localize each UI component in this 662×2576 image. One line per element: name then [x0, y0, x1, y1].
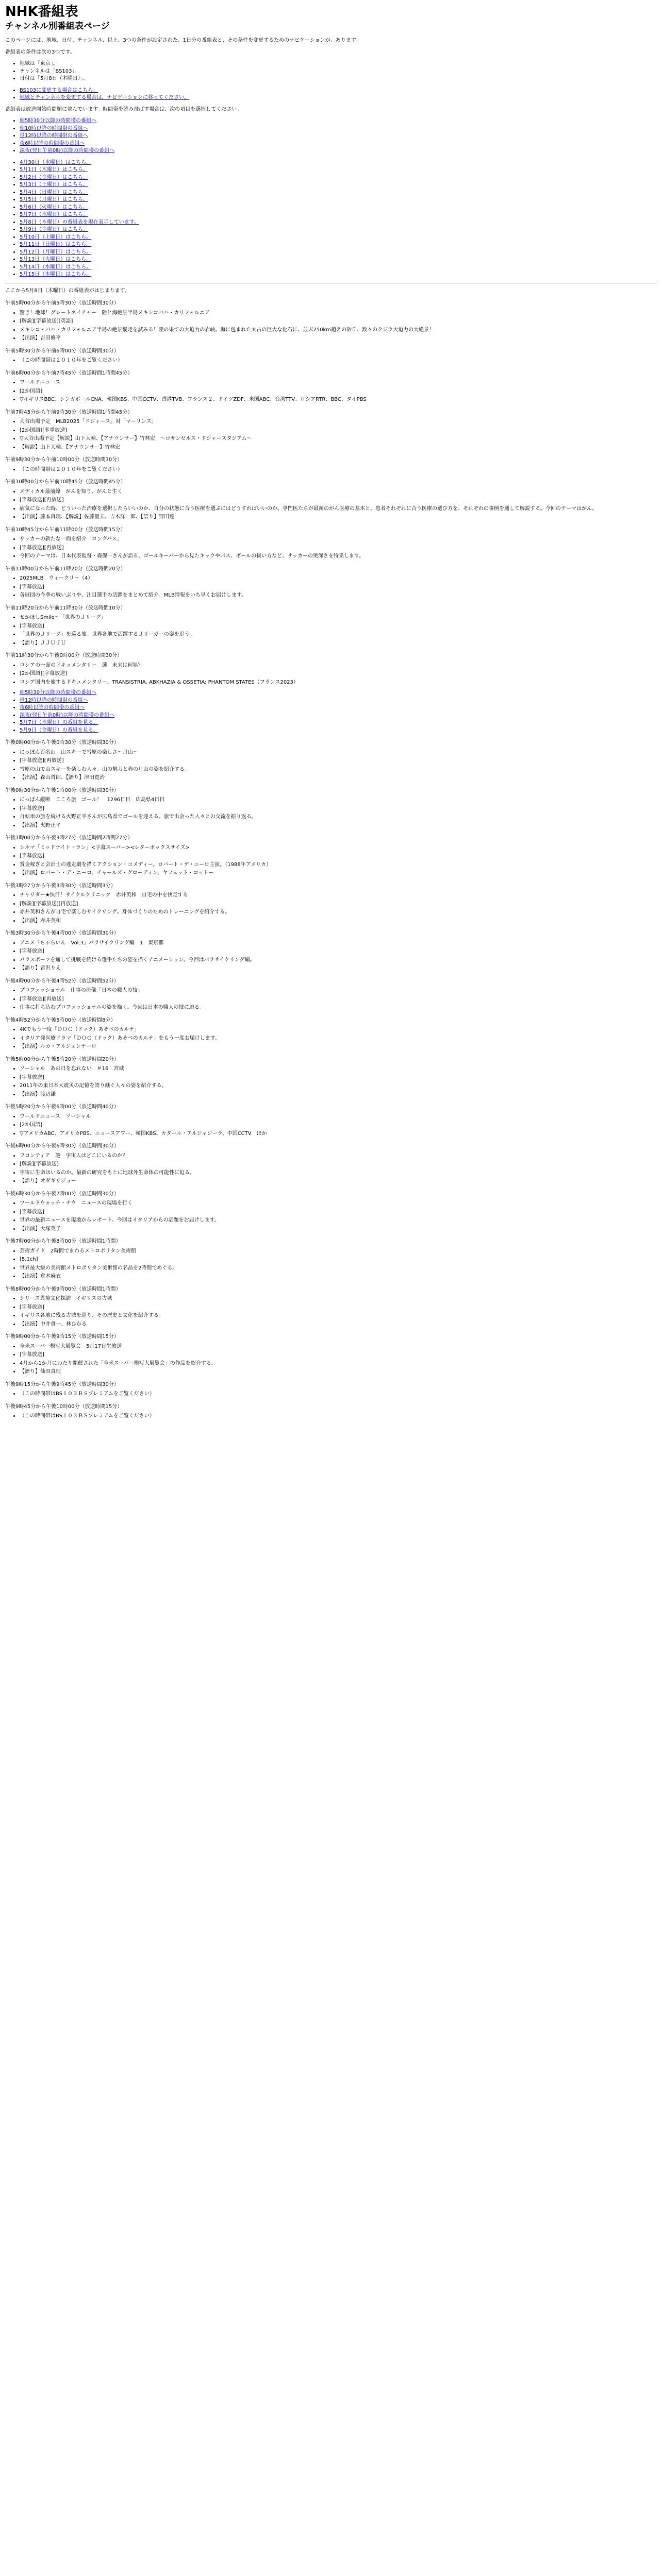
date-link[interactable]: 5月1日（木曜日）はこちら。 [20, 167, 88, 173]
change-links [5, 87, 657, 102]
program-time: 午後4時52分から午後5時00分（放送時間8分） [5, 1017, 116, 1023]
date-link[interactable]: 5月13日（火曜日）はこちら。 [20, 257, 92, 263]
programs-morning [5, 300, 657, 686]
program-details [5, 1343, 657, 1376]
program-time: 午後5時20分から午後6時00分（放送時間40分） [5, 1104, 119, 1110]
time-link-morning[interactable]: 朝5時30分以降の時間帯の番組へ [20, 118, 97, 124]
page-subtitle: チャンネル別番組表ページ [5, 21, 110, 32]
program-title: • （この時間帯は２０１０年をご覧ください） [20, 357, 657, 365]
program-details [5, 796, 657, 829]
program-detail-line: • [字幕放送] [20, 1074, 657, 1082]
mid-link-prev-day[interactable]: 5月7日（水曜日）の番組を見る。 [20, 720, 98, 726]
program-detail-line: • 今回のテーマは、日本代表監督・森保一さんが語る、ゴールキーパーから見たキックやパス、ボールの扱い方など。サッカーの奥深さを特集します。 [20, 553, 657, 561]
program-details [5, 940, 657, 973]
program-detail-line: • [字幕放送] [20, 1304, 657, 1312]
program-detail-line: • [字幕放送][再放送] [20, 545, 657, 552]
page-description: このページには、地域、日付、チャンネル、以上、3つの条件が設定された、1日分の番組表と、その条件を変更するためのナビゲーションが、あります。 [5, 38, 361, 44]
program-detail-line: • 【語り】宮沢りえ [20, 965, 657, 973]
program-time: 午後4時00分から午後4時52分（放送時間52分） [5, 978, 119, 984]
date-link[interactable]: 5月4日（日曜日）はこちら。 [20, 189, 88, 195]
condition-item: • 地域は「東京」。 [20, 60, 657, 68]
program-detail-line: • 2011年の東日本大震災の記憶を語り継ぐ人々の姿を紹介する。 [20, 1082, 657, 1090]
program-detail-line: • ▽大谷出場予定【解説】山下大輔、【アナウンサー】竹林宏 ～ロサンゼルス・ドジャースタジアム～ [20, 435, 657, 443]
time-nav-list [5, 117, 657, 155]
program-detail-line: • ロシア国内を旅するドキュメンタリー。TRANSISTRIA, ABKHAZIA & OSSETIA: PHANTOM STATES（フランス2023） [20, 679, 657, 687]
time-link-evening[interactable]: 夜6時以降の時間帯の番組へ [20, 140, 85, 146]
program-detail-line: • [字幕放送][再放送] [20, 996, 657, 1004]
program-time: 午後3時30分から午後4時00分（放送時間30分） [5, 930, 119, 937]
program-details [5, 488, 657, 521]
program-detail-line: • 雪原の山で山スキーを楽しむ人々。山の魅力と春の月山の姿を紹介する。 [20, 766, 657, 774]
program-detail-line: • [字幕放送] [20, 853, 657, 860]
program-time: 午後6時30分から午後7時00分（放送時間30分） [5, 1191, 119, 1197]
program-time: 午後9時15分から午後9時45分（放送時間30分） [5, 1381, 119, 1387]
program-time: 午前10時45分から午前11時00分（放送時間15分） [5, 527, 126, 533]
program-title: • ワールドニュース [20, 379, 657, 387]
date-link[interactable]: 5月3日（土曜日）はこちら。 [20, 182, 88, 188]
program-title: • 2025MLB ウィークリー（4） [20, 575, 657, 583]
program-time: 午後1時00分から午後3時27分（放送時間2時間27分） [5, 835, 133, 841]
program-detail-line: • [字幕放送][再放送] [20, 497, 657, 504]
program-details [5, 379, 657, 404]
program-time: 午前9時30分から午前10時00分（放送時間30分） [5, 457, 123, 463]
program-detail-line: • 【語り】ＪＪＵＪＵ [20, 640, 657, 648]
date-link[interactable]: 5月14日（水曜日）はこちら。 [20, 264, 92, 270]
program-title: • サッカーの新たな一面を紹介「ロングパス」 [20, 536, 657, 544]
program-detail-line: • 「世界のＪリーグ」を巡る旅。世界各地で活躍するＪリーガーの姿を追う。 [20, 631, 657, 639]
conditions-list [5, 60, 657, 83]
program-detail-line: • [字幕放送] [20, 1209, 657, 1216]
date-link[interactable]: 4月30日（水曜日）はこちら。 [20, 159, 92, 165]
program-time: 午前10時00分から午前10時45分（放送時間45分） [5, 479, 126, 485]
program-detail-line: • [2か国語][字幕放送] [20, 670, 657, 678]
program-details [5, 1113, 657, 1138]
date-link[interactable]: 5月2日（金曜日）はこちら。 [20, 174, 88, 180]
program-detail-line: • 4月から1か月にわたり開催された「全米スーパー模写大展覧会」の作品を紹介する。 [20, 1360, 657, 1368]
mid-link-evening[interactable]: 夜6時以降の時間帯の番組へ [20, 705, 85, 711]
conditions-heading: 番組表の条件は次の3つです。 [5, 49, 75, 55]
program-detail-line: • 【出演】中井貴一、林ひかる [20, 1321, 657, 1329]
program-title: • （この時間帯はBS１０３ＢＳプレミアムをご覧ください） [20, 1413, 657, 1420]
program-detail-line: • 赤井英和さんが自宅で楽しむサイクリング。身体づくりのためのトレーニングを紹介する。 [20, 909, 657, 917]
programs-afternoon [5, 739, 657, 1138]
program-detail-line: • イタリア発医療ドラマ「ＤＯＣ（ドック）あそべのカルテ」をもう一度お届けします。 [20, 1035, 657, 1043]
time-link-noon[interactable]: 昼12時以降の時間帯の番組へ [20, 133, 88, 139]
program-title: • 全米スーパー模写大展覧会 5月17日生放送 [20, 1343, 657, 1351]
program-time: 午後6時00分から午後6時30分（放送時間30分） [5, 1143, 119, 1149]
program-detail-line: • メキシコ・バハ・カリフォルニア半島の絶景縦走を試みる！陸の果ての大迫力の岩峡。海に包まれた太古の巨大な化石に、並ぶ250km超えの砂丘、数々のクジラ大迫力の大絶景！ [20, 327, 657, 334]
program-details [5, 662, 657, 687]
program-details [5, 1153, 657, 1185]
mid-link-next-day[interactable]: 5月9日（金曜日）の番組を見る。 [20, 727, 98, 733]
program-detail-line: • 【解説】山下大輔、【アナウンサー】竹林宏 [20, 444, 657, 452]
program-title: • プロフェッショナル 仕事の流儀「日本の職人の技」 [20, 987, 657, 995]
program-detail-line: • 【出演】森山哲郎、【語り】津田寛治 [20, 774, 657, 782]
program-detail-line: • ▽アメリカABC、アメリカPBS、ニュースアワー、韓国KBS、カタール・アルジャジーラ、中国CCTV ほか [20, 1130, 657, 1138]
program-detail-line: • [字幕放送] [20, 623, 657, 631]
program-title: • アニメ「ちゃらいん Vol.3」パラサイクリング編 1 東京都 [20, 940, 657, 947]
program-detail-line: • 【出演】ルカ・アルジェンテーロ [20, 1043, 657, 1051]
program-time: 午前5時30分から午前6時00分（放送時間30分） [5, 348, 119, 354]
program-detail-line: • パラスポーツを通して挑戦を続ける選手たちの姿を描くアニメーション。今回はパラサイクリング編。 [20, 957, 657, 964]
date-link[interactable]: 5月12日（月曜日）はこちら。 [20, 249, 92, 255]
program-detail-line: • 病気になった時、どういった治療を選択したらいいのか、自分の状態に合う医療を選ぶにはどうすればいいのか。専門医たちが最新のがん医療の基本と、患者それぞれに合う医療の選び方を、それぞれの事例を通して解説する。今回のテーマはがん。 [20, 505, 657, 513]
program-title: • 驚き！地球！グレートネイチャー 陸と海絶景半島メキシコバハ・カリフォルニア [20, 310, 657, 317]
program-detail-line: • 【語り】オダギリジョー [20, 1178, 657, 1185]
schedule-heading: ここから5月8日（木曜日）の番組表がはじまります。 [5, 287, 130, 294]
program-time: 午後3時27分から午後3時30分（放送時間3分） [5, 883, 116, 889]
condition-item: • 日付は「5月8日（木曜日）」。 [20, 75, 657, 83]
date-link[interactable]: 5月15日（木曜日）はこちら。 [20, 272, 92, 278]
time-nav-heading: 番組表は放送開始時間順に並んでいます。時間帯を読み飛ばす場合は、次の項目を選択してください。 [5, 106, 242, 112]
mid-link-midnight[interactable]: 深夜(翌日午前0時)以降の時間帯の番組へ [20, 712, 115, 718]
condition-item: • チャンネルは「BS103」。 [20, 68, 657, 76]
program-details [5, 1026, 657, 1051]
program-title: • フロンティア 謎 宇宙人はどこにいるのか？ [20, 1153, 657, 1160]
program-details [5, 1200, 657, 1233]
time-link-midnight[interactable]: 深夜(翌日午前0時)以降の時間帯の番組へ [20, 148, 115, 154]
time-link-10am[interactable]: 朝10時以降の時間帯の番組へ [20, 125, 88, 131]
program-time: 午前7時45分から午前9時30分（放送時間1時間45分） [5, 409, 133, 415]
program-detail-line: • 【出演】吉田修平 [20, 335, 657, 343]
date-link[interactable]: 5月10日（土曜日）はこちら。 [20, 234, 92, 240]
program-title: • （この時間帯は２０１０年をご覧ください） [20, 466, 657, 474]
program-title: • ワールドニュース ソーシャル [20, 1113, 657, 1121]
program-details [5, 1413, 657, 1420]
program-detail-line: • [字幕放送] [20, 584, 657, 591]
program-detail-line: • 宇宙に生命はいるのか。最新の研究をもとに地球外生命体の可能性に迫る。 [20, 1170, 657, 1177]
date-link[interactable]: 5月6日（火曜日）はこちら。 [20, 204, 88, 210]
program-details [5, 749, 657, 782]
program-detail-line: • [2か国語] [20, 388, 657, 396]
program-details [5, 1065, 657, 1098]
program-details [5, 614, 657, 647]
date-link[interactable]: 5月9日（金曜日）はこちら。 [20, 227, 88, 233]
program-time: 午後8時00分から午後9時00分（放送時間1時間） [5, 1286, 121, 1292]
program-time: 午後9時45分から午後10時00分（放送時間15分） [5, 1403, 123, 1410]
program-title: • 大谷出場予定 MLB2025「ドジャース」対「マーリンズ」 [20, 418, 657, 426]
date-nav-list [5, 159, 657, 279]
date-link[interactable]: 5月11日（日曜日）はこちら。 [20, 242, 92, 248]
program-title: • シリーズ異境文化探訪 イギリスの古城 [20, 1295, 657, 1303]
date-link-current[interactable]: 5月8日（木曜日）の番組表を現在表示しています。 [20, 219, 139, 225]
program-details [5, 892, 657, 925]
program-details [5, 844, 657, 877]
program-detail-line: • [5.1ch] [20, 1256, 657, 1264]
program-detail-line: • [解説][字幕放送][英語] [20, 318, 657, 326]
program-time: 午後9時00分から午後9時15分（放送時間15分） [5, 1334, 119, 1340]
program-details [5, 536, 657, 561]
program-details [5, 987, 657, 1012]
program-detail-line: • 各球団の今季の戦いぶりや、注目選手の活躍をまとめて紹介。MLB情報をいち早くお届けします。 [20, 592, 657, 600]
program-detail-line: • [2か国語] [20, 1122, 657, 1129]
program-details [5, 1391, 657, 1398]
page-title: NHK番組表 [5, 4, 78, 20]
program-time: 午後5時00分から午後5時20分（放送時間20分） [5, 1056, 119, 1062]
program-details [5, 418, 657, 451]
program-detail-line: • [字幕放送] [20, 805, 657, 813]
mid-link-morning[interactable]: 朝5時30分以降の時間帯の番組へ [20, 690, 97, 696]
program-title: • メディカル最前線 がんを知り、がんと生く [20, 488, 657, 496]
program-time: 午後7時00分から午後8時00分（放送時間1時間） [5, 1239, 121, 1245]
program-details [5, 575, 657, 600]
program-title: • 4Kでもう一度「ＤＯＣ（ドック）あそべのカルテ」 [20, 1026, 657, 1034]
program-time: 午前5時00分から午前5時30分（放送時間30分） [5, 300, 119, 307]
change-channel-link[interactable]: BS103に変更する場合はこちら。 [20, 87, 98, 93]
program-time: 午前11時30分から午後0時00分（放送時間30分） [5, 653, 123, 659]
mid-link-noon[interactable]: 昼12時以降の時間帯の番組へ [20, 697, 88, 703]
program-detail-line: • 【出演】藤本真理、【解説】佐藤里夫、吉木洋一郎、【語り】野田達 [20, 514, 657, 521]
program-detail-line: • 仕事に打ち込むプロフェッショナルの姿を描く。今回は日本の職人の技に迫る。 [20, 1004, 657, 1012]
date-link[interactable]: 5月7日（水曜日）はこちら。 [20, 212, 88, 218]
program-detail-line: • [字幕放送] [20, 948, 657, 956]
program-details [5, 310, 657, 343]
program-details [5, 357, 657, 365]
program-detail-line: • [字幕放送] [20, 1351, 657, 1359]
program-detail-line: • [字幕放送][再放送] [20, 757, 657, 765]
program-time: 午前11時00分から午前11時20分（放送時間20分） [5, 566, 126, 572]
program-title: • （この時間帯はBS１０３ＢＳプレミアムをご覧ください） [20, 1391, 657, 1398]
program-title: • にっぽん縦断 こころ旅 ゴール！ 1296日目 広島県4日目 [20, 796, 657, 804]
program-title: • ワールドウォッチ・ナウ ニュースの現場を行く [20, 1200, 657, 1208]
program-detail-line: • 世界最大級の美術館メトロポリタン美術館の名品を2時間でめぐる。 [20, 1265, 657, 1273]
program-time: 午前11時20分から午前11時30分（放送時間10分） [5, 605, 126, 611]
program-details [5, 466, 657, 474]
program-detail-line: • 【出演】ロバート・デ・ニーロ、チャールズ・グローディン、ヤフェット・コットー [20, 870, 657, 877]
program-detail-line: • 自転車の旅を続ける火野正平さんが広島県でゴールを迎える。旅で出会った人々との交流を振り返る。 [20, 814, 657, 821]
program-title: • チャリダー★快汗！サイクルクリニック 赤井英和 自宅の中を快走する [20, 892, 657, 900]
program-details [5, 1295, 657, 1328]
program-title: • ロシアの一面のドキュメンタリー 選 未来は何処？ [20, 662, 657, 670]
program-title: • せかほしSmile～「世界のＪリーグ」 [20, 614, 657, 622]
program-detail-line: • [解説][字幕放送][再放送] [20, 901, 657, 908]
program-detail-line: • [2か国語][多重放送] [20, 427, 657, 435]
program-title: • 芸術ガイド 2時間でまわるメトロポリタン美術館 [20, 1248, 657, 1256]
program-detail-line: • 【出演】渡辺謙 [20, 1091, 657, 1099]
program-detail-line: • イギリス各地に残る古城を巡り、その歴史と文化を紹介する。 [20, 1312, 657, 1320]
program-details [5, 1248, 657, 1281]
program-time: 午後0時30分から午後1時00分（放送時間30分） [5, 787, 119, 793]
program-detail-line: • 賞金稼ぎと会計士の逃走劇を描くアクション・コメディー。ロバート・デ・ニーロ主演。（1988年アメリカ） [20, 861, 657, 869]
mid-nav-list [5, 689, 657, 734]
program-detail-line: • [解説][字幕放送] [20, 1161, 657, 1168]
program-time: 午前6時00分から午前7時45分（放送時間1時間45分） [5, 370, 133, 376]
change-region-link[interactable]: 地域とチャンネルを変更する場合は、ナビゲーションに移ってください。 [20, 95, 189, 101]
program-detail-line: • ▽イギリスBBC、シンガポールCNA、韓国KBS、中国CCTV、香港TVB、フランス２、ドイツZDF、米国ABC、台湾TTV、ロシアRTR、BBC、タイPBS [20, 396, 657, 404]
program-detail-line: • 【出演】倉木麻衣 [20, 1273, 657, 1281]
program-title: • にっぽん百名山 山スキーで雪原の楽しさ～月山～ [20, 749, 657, 757]
date-link[interactable]: 5月5日（月曜日）はこちら。 [20, 197, 88, 203]
program-detail-line: • 【出演】大塚英子 [20, 1226, 657, 1233]
program-detail-line: • 【出演】赤井英和 [20, 918, 657, 925]
program-time: 午後0時00分から午後0時30分（放送時間30分） [5, 740, 119, 746]
program-title: • シネマ「ミッドナイト・ラン」<字幕スーパー><レターボックスサイズ> [20, 844, 657, 852]
program-title: • ソーシャル あの日を忘れない ＃16 宮城 [20, 1065, 657, 1073]
program-detail-line: • 世界の最新ニュースを現地からレポート。今回はイタリアからの話題をお届けします。 [20, 1217, 657, 1225]
programs-evening [5, 1143, 657, 1420]
program-detail-line: • 【出演】火野正平 [20, 822, 657, 830]
program-detail-line: • 【語り】仙田真理 [20, 1368, 657, 1376]
